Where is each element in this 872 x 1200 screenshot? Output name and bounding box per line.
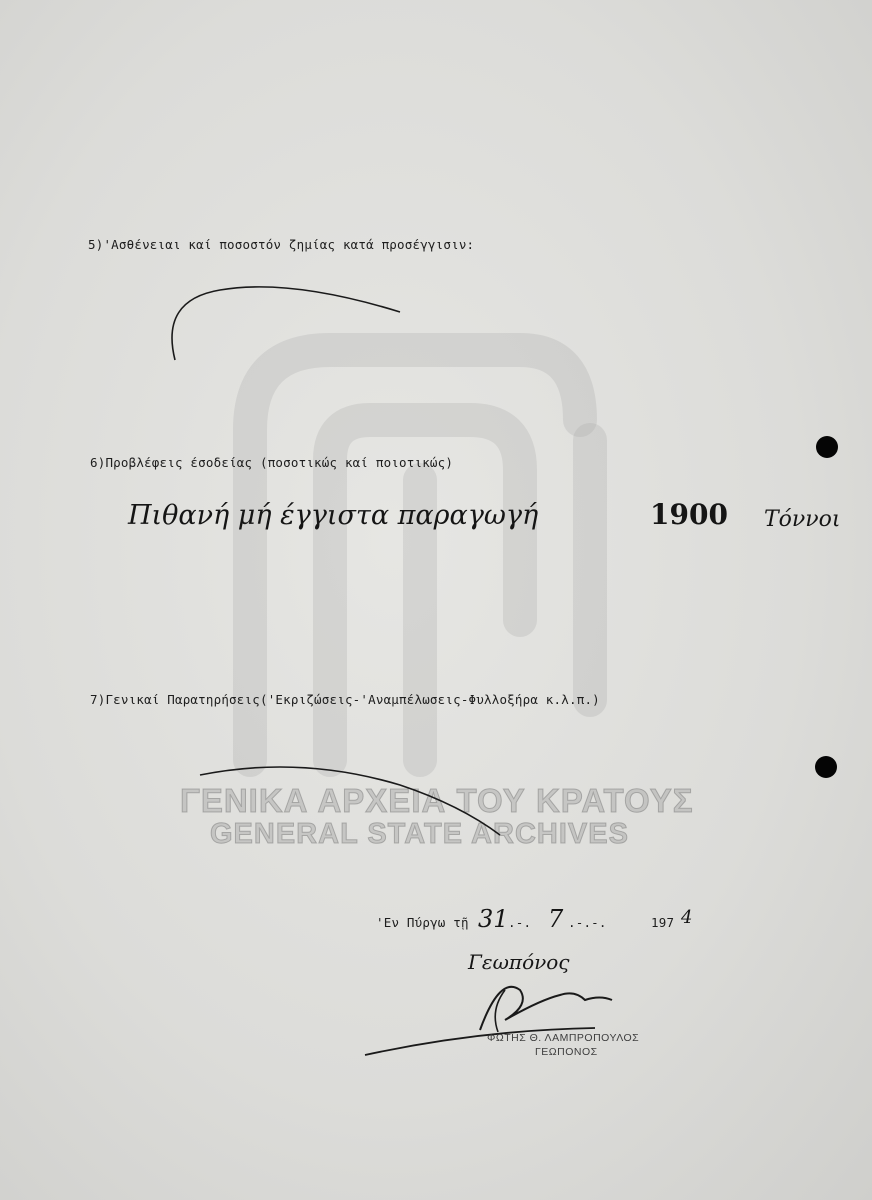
punch-hole-upper [816,436,838,458]
dateline-prefix: 'Εν Πύργω τῇ [376,915,469,930]
watermark-english: GENERAL STATE ARCHIVES [210,818,629,850]
signature-stamp-name: ΦΩΤΗΣ Θ. ΛΑΜΠΡΟΠΟΥΛΟΣ [487,1032,640,1044]
item-6-answer-unit: Τόννοι [764,507,841,532]
dateline-year-handwritten: 4 [681,907,693,928]
punch-hole-lower [815,756,837,778]
signature-stamp-title: ΓΕΩΠΟΝΟΣ [535,1046,598,1058]
item-6-answer-handwritten: Πιθανή μή έγγιστα παραγωγή [128,500,539,531]
dateline-separator-1: .-. [508,915,532,930]
dateline-day: 31 [478,905,509,933]
dateline-year-printed: 197 [651,915,675,930]
watermark-greek: ΓΕΝΙΚΑ ΑΡΧΕΙΑ ΤΟΥ ΚΡΑΤΟΥΣ [180,782,694,819]
item-6-answer-amount: 1900 [650,498,728,531]
dateline-month: 7 [548,905,564,933]
signature-title-handwritten: Γεωπόνος [468,950,570,974]
dateline-separator-2: .-.-. [568,915,607,930]
item-6-yield-forecast-label: 6)Προβλέφεις έσοδείας (ποσοτικώς καί ποιοτικώς) [90,455,454,470]
item-7-general-remarks-label: 7)Γενικαί Παρατηρήσεις('Εκριζώσεις-'Αναμπέλωσεις-Φυλλοξήρα κ.λ.π.) [90,692,600,707]
item-5-diseases-label: 5)'Ασθένειαι καί ποσοστόν ζημίας κατά προσέγγισιν: [88,237,475,252]
